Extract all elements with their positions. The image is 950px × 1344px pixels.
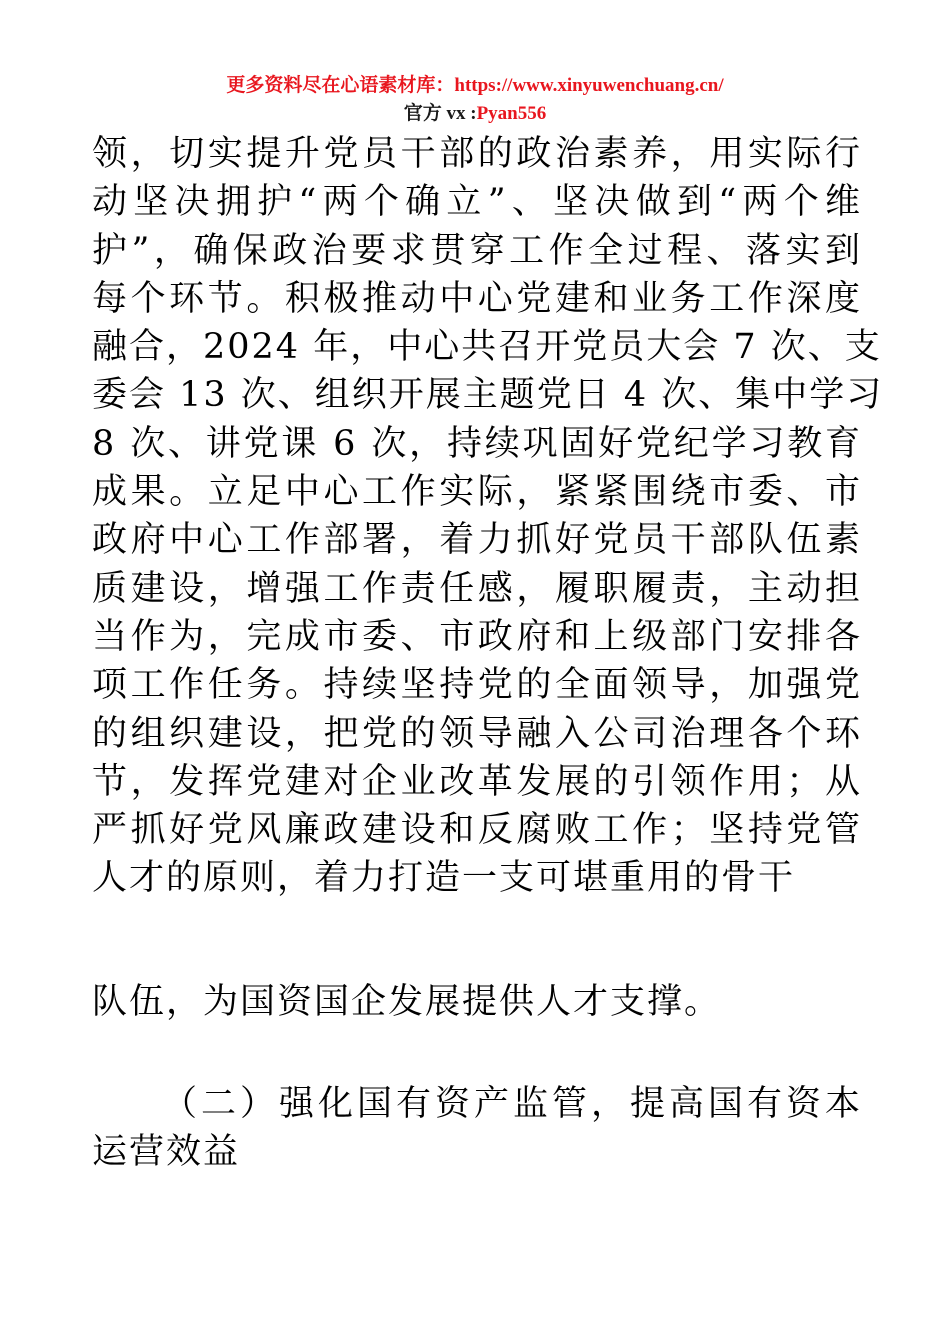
section-heading-line-1: （二）强化国有资产监管，提高国有资本: [162, 1084, 862, 1124]
body-line: 质建设，增强工作责任感，履职履责，主动担: [92, 568, 862, 609]
body-line: 节，发挥党建对企业改革发展的引领作用；从: [92, 761, 862, 802]
body-line: 委会 13 次、组织开展主题党日 4 次、集中学习: [92, 375, 884, 416]
body-line: 护”，确保政治要求贯穿工作全过程、落实到: [92, 230, 862, 271]
body-line: 领，切实提升党员干部的政治素养，用实际行: [92, 134, 862, 174]
wechat-id: Pyan556: [476, 103, 547, 124]
watermark-line-2: [0, 100, 950, 128]
watermark-label: 更多资料尽在心语素材库：: [226, 75, 455, 96]
body-line: 每个环节。积极推动中心党建和业务工作深度: [92, 278, 862, 319]
body-continuation: 队伍，为国资国企发展提供人才支撑。: [92, 982, 722, 1022]
body-line: 融合，2024 年，中心共召开党员大会 7 次、支: [92, 327, 882, 368]
body-line: 严抓好党风廉政建设和反腐败工作；坚持党管: [92, 810, 862, 851]
body-line: 的组织建设，把党的领导融入公司治理各个环: [92, 713, 862, 754]
wechat-label: 官方 vx :: [403, 103, 477, 124]
body-line: 项工作任务。持续坚持党的全面领导，加强党: [92, 665, 862, 706]
body-line: 成果。立足中心工作实际，紧紧围绕市委、市: [92, 472, 862, 513]
body-line: 8 次、讲党课 6 次，持续巩固好党纪学习教育: [92, 423, 862, 464]
body-line: 当作为，完成市委、市政府和上级部门安排各: [92, 616, 862, 657]
watermark-line-1: [0, 72, 950, 100]
body-paragraph: [92, 130, 884, 903]
body-line: 政府中心工作部署，着力抓好党员干部队伍素: [92, 520, 862, 561]
watermark-url: https://www.xinyuwenchuang.cn/: [454, 75, 724, 96]
section-heading: [92, 1080, 862, 1176]
body-line: 人才的原则，着力打造一支可堪重用的骨干: [92, 858, 796, 899]
body-line: 动坚决拥护“两个确立”、坚决做到“两个维: [92, 182, 862, 223]
section-heading-line-2: 运营效益: [92, 1132, 241, 1172]
watermark-header: [0, 72, 950, 128]
